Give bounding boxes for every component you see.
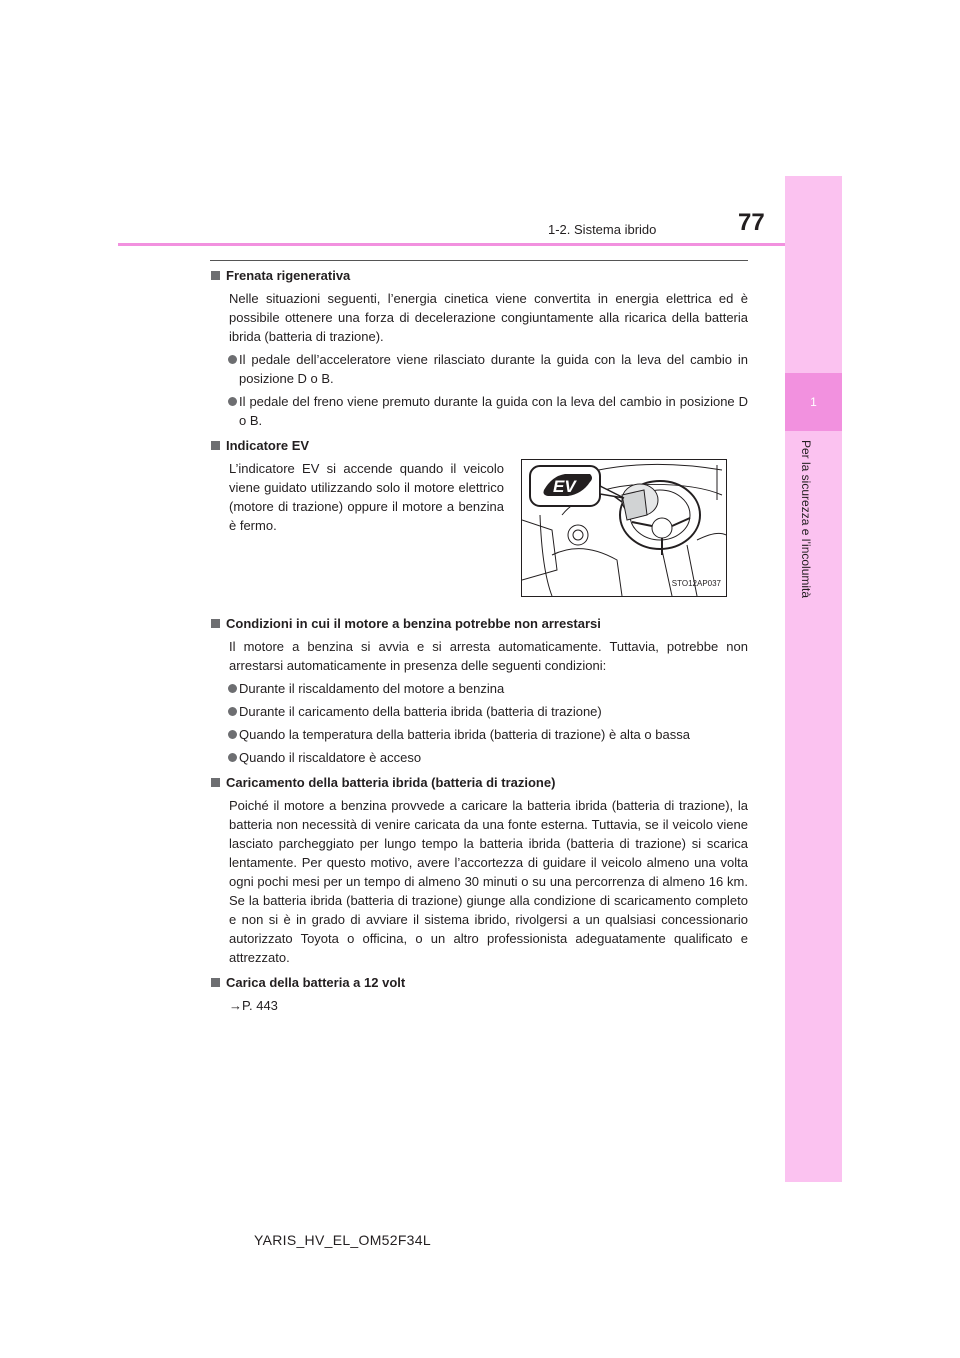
header-divider: [118, 243, 785, 246]
heading-engine-stop: Condizioni in cui il motore a benzina potrebbe non arrestarsi: [210, 614, 748, 633]
list-item: Il pedale del freno viene premuto durante la guida con la leva del cambio in posizione D o B.: [210, 392, 748, 430]
section-title: 1-2. Sistema ibrido: [548, 222, 657, 237]
circle-bullet-icon: [228, 753, 237, 762]
ev-label: EV: [553, 477, 576, 496]
list-item: Il pedale dell’acceleratore viene rilasciato durante la guida con la leva del cambio in posizione D o B.: [210, 350, 748, 388]
page-number: 77: [738, 209, 765, 236]
heading-regen: Frenata rigenerativa: [210, 266, 748, 285]
chapter-number-tab[interactable]: 1: [785, 373, 842, 431]
heading-12v-battery: Carica della batteria a 12 volt: [210, 973, 748, 992]
square-bullet-icon: [211, 271, 220, 280]
list-item: Quando il riscaldatore è acceso: [210, 748, 748, 767]
list-item: Quando la temperatura della batteria ibrida (batteria di trazione) è alta o bassa: [210, 725, 748, 744]
square-bullet-icon: [211, 778, 220, 787]
ev-body: L’indicatore EV si accende quando il veicolo viene guidato utilizzando solo il motore elettrico (motore di trazione) oppure il motore a benzina è fermo.: [229, 461, 504, 533]
ev-dashboard-illustration: [521, 459, 727, 597]
square-bullet-icon: [211, 978, 220, 987]
side-tab: [785, 176, 842, 1182]
engine-stop-body: Il motore a benzina si avvia e si arresta automaticamente. Tuttavia, potrebbe non arrestarsi automaticamente in presenza delle seguenti condizioni:: [229, 639, 748, 673]
content-divider: [210, 260, 748, 261]
circle-bullet-icon: [228, 397, 237, 406]
circle-bullet-icon: [228, 730, 237, 739]
regen-body: Nelle situazioni seguenti, l’energia cinetica viene convertita in energia elettrica ed è possibile ottenere una forza di decelerazione congiuntamente alla ricarica della batteria ibrida (batteria di trazione).: [229, 291, 748, 344]
square-bullet-icon: [211, 441, 220, 450]
circle-bullet-icon: [228, 355, 237, 364]
list-item: Durante il caricamento della batteria ibrida (batteria di trazione): [210, 702, 748, 721]
chapter-title-tab[interactable]: Per la sicurezza e l’incolumità: [799, 440, 813, 599]
document-code: YARIS_HV_EL_OM52F34L: [254, 1232, 431, 1248]
circle-bullet-icon: [228, 684, 237, 693]
square-bullet-icon: [211, 619, 220, 628]
heading-charging: Caricamento della batteria ibrida (batteria di trazione): [210, 773, 748, 792]
charging-body: Poiché il motore a benzina provvede a caricare la batteria ibrida (batteria di trazione), la batteria non necessità di venire caricata da una fonte esterna. Tuttavia, se il veicolo viene lasciato parcheggiato per lungo tempo la batteria ibrida (batteria di trazione) si scarica lentamente. Per questo motivo, avere l’accortezza di guidare il veicolo almeno una volta ogni pochi mesi per un tempo di almeno 30 minuti o su una percorrenza di almeno 16 km. Se la batteria ibrida (batteria di trazione) giunge alla condizione di scaricamento completo e non si è in grado di avviare il sistema ibrido, rivolgersi a un qualsiasi concessionario autorizzato Toyota o officina, o un altro professionista adeguatamente qualificato e attrezzato.: [229, 798, 748, 965]
heading-ev: Indicatore EV: [210, 436, 748, 455]
page-reference-link[interactable]: →P. 443: [229, 998, 278, 1013]
figure-code: STO12AP037: [671, 579, 721, 588]
circle-bullet-icon: [228, 707, 237, 716]
ev-indicator-bubble: [530, 466, 624, 506]
ev-block: [210, 459, 748, 608]
list-item: Durante il riscaldamento del motore a benzina: [210, 679, 748, 698]
page-content: [210, 266, 748, 1015]
